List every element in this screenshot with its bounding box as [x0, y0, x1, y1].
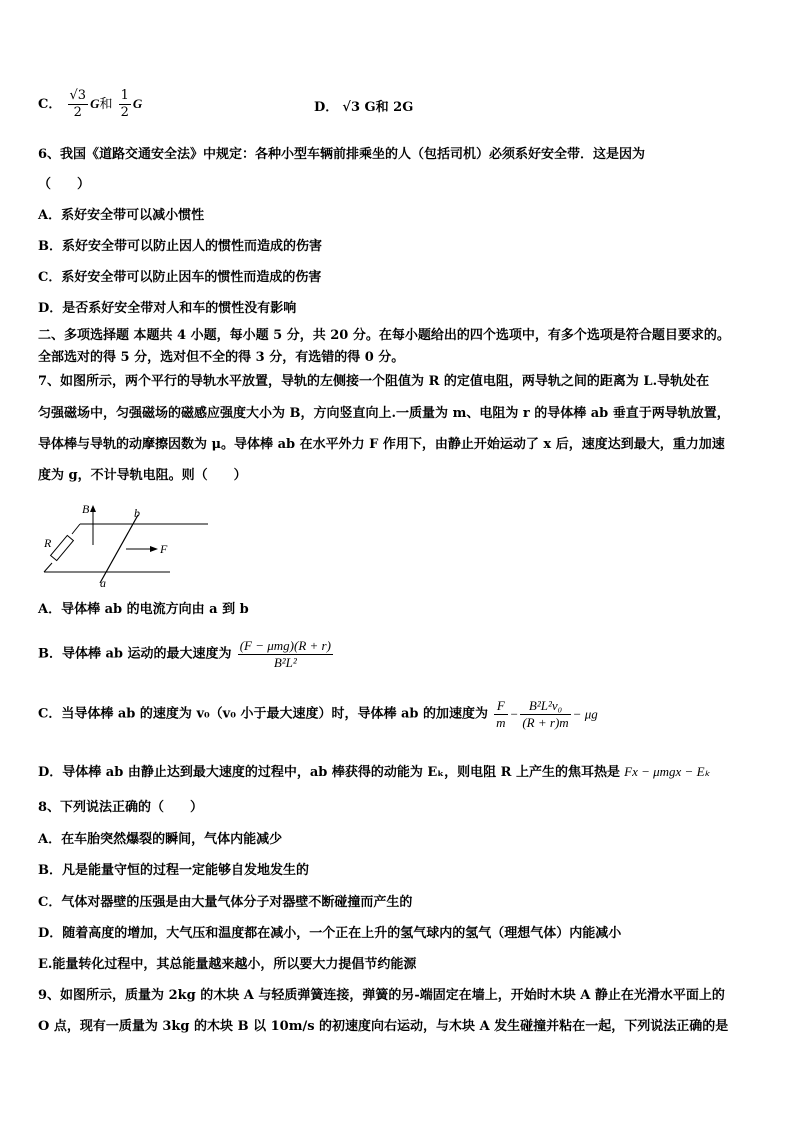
q6-stem: 6、我国《道路交通安全法》中规定：各种小型车辆前排乘坐的人（包括司机）必须系好安全带．这是因为 [38, 147, 646, 162]
q6-paren: （ ） [38, 177, 91, 192]
q7-option-c-f1-den: m [496, 715, 506, 730]
label-b: b [134, 506, 140, 520]
q7-stem-line4: 度为 g，不计导轨电阻。则（ ） [38, 468, 247, 483]
q8-option-c: C．气体对器壁的压强是由大量气体分子对器壁不断碰撞而产生的 [38, 895, 413, 910]
q6-option-c: C．系好安全带可以防止因车的惯性而造成的伤害 [38, 270, 322, 285]
q5-option-c-g2: G [132, 96, 143, 111]
q7-option-c-tail: − μg [572, 706, 598, 722]
q7-option-d-row [38, 763, 764, 782]
q8-option-e: E.能量转化过程中，其总能量越来越小，所以要大力提倡节约能源 [38, 957, 417, 972]
q7-option-b-num: (F − μmg)(R + r) [239, 638, 331, 653]
q9-stem-line2: O 点，现有一质量为 3kg 的木块 B 以 10m/s 的初速度向右运动，与木块 A 发生碰撞并粘在一起，下列说法正确的是 [38, 1019, 729, 1034]
q5-option-c-num2: 1 [120, 88, 129, 103]
q7-option-c-f1-num: F [494, 698, 507, 715]
q7-option-b-text: B．导体棒 ab 运动的最大速度为 [38, 646, 232, 662]
q7-stem-line3: 导体棒与导轨的动摩擦因数为 μ。导体棒 ab 在水平外力 F 作用下，由静止开始运动了 x 后，速度达到最大，重力加速 [38, 437, 725, 452]
q5-options-row [38, 88, 764, 128]
q8-option-a: A．在车胎突然爆裂的瞬间，气体内能减少 [38, 832, 283, 847]
q7-option-b-fraction [238, 638, 333, 671]
force-arrowhead [150, 546, 158, 552]
resistor-lead-top [72, 524, 80, 534]
section2-line1: 二、多项选择题 本题共 4 小题，每小题 5 分，共 20 分。在每小题给出的四个选项中，有多个选项是符合题目要求的。 [38, 328, 730, 343]
q7-option-c-f2-den: (R + r)m [522, 715, 569, 730]
q5-option-c-den2: 2 [120, 105, 129, 120]
q7-option-a: A．导体棒 ab 的电流方向由 a 到 b [38, 602, 249, 617]
q5-option-c-den1: 2 [73, 105, 82, 120]
b-field-arrowhead [90, 505, 96, 512]
q7-option-c-row [38, 698, 764, 742]
q6-option-d: D．是否系好安全带对人和车的惯性没有影响 [38, 301, 297, 316]
q7-option-c-f2-num: B²L²v₀ [520, 698, 570, 715]
resistor-lead-bottom [44, 563, 52, 572]
q5-option-c-label: C． [38, 97, 62, 112]
q7-option-d-text: D．导体棒 ab 由静止达到最大速度的过程中，ab 棒获得的动能为 Eₖ，则电阻 R 上产生的焦耳热是 [38, 765, 620, 780]
label-F: F [160, 542, 168, 556]
q7-stem-line1: 7、如图所示，两个平行的导轨水平放置，导轨的左侧接一个阻值为 R 的定值电阻，两导轨之间的距离为 L.导轨处在 [38, 374, 710, 389]
label-B: B [82, 505, 90, 516]
q5-option-c-g1: G [90, 96, 100, 111]
q5-option-d-text: √3 G和 2G [342, 100, 414, 115]
q6-option-b: B．系好安全带可以防止因人的惯性而造成的伤害 [38, 239, 322, 254]
q5-option-c-fraction1 [68, 88, 89, 121]
q6-option-a: A．系好安全带可以减小惯性 [38, 208, 205, 223]
q7-option-c-fraction1 [494, 698, 507, 731]
label-R: R [44, 536, 52, 550]
q5-option-d-label: D． [314, 100, 339, 115]
q7-option-c-minus: − [509, 706, 519, 722]
q8-option-d: D．随着高度的增加，大气压和温度都在减小，一个正在上升的氢气球内的氢气（理想气体）内能减小 [38, 926, 622, 941]
q5-option-c-and: 和 [99, 97, 113, 112]
q7-option-b-den: B²L² [273, 655, 297, 670]
q5-option-c-sqrt3: √3 [69, 88, 87, 103]
q7-option-d-expr: Fx − μmgx − Eₖ [624, 764, 711, 779]
label-a: a [100, 576, 106, 590]
q7-option-b-row [38, 638, 764, 678]
section2-line2: 全部选对的得 5 分，选对但不全的得 3 分，有选错的得 0 分。 [38, 350, 405, 365]
q7-option-c-text: C．当导体棒 ab 的速度为 v₀（v₀ 小于最大速度）时，导体棒 ab 的加速度为 [38, 706, 489, 722]
q7-stem-line2: 匀强磁场中，匀强磁场的磁感应强度大小为 B，方向竖直向上.一质量为 m、电阻为 r 的导体棒 ab 垂直于两导轨放置， [38, 406, 730, 421]
q5-option-d [314, 99, 413, 117]
resistor-body [51, 535, 74, 560]
q8-stem: 8、下列说法正确的（ ） [38, 800, 204, 815]
q7-rail-diagram [38, 505, 218, 590]
q5-option-c-fraction2 [119, 88, 131, 121]
q9-stem-line1: 9、如图所示，质量为 2kg 的木块 A 与轻质弹簧连接，弹簧的另-端固定在墙上，开始时木块 A 静止在光滑水平面上的 [38, 988, 725, 1003]
q7-option-c-fraction2 [520, 698, 570, 731]
q8-option-b: B．凡是能量守恒的过程一定能够自发地发生的 [38, 863, 309, 878]
